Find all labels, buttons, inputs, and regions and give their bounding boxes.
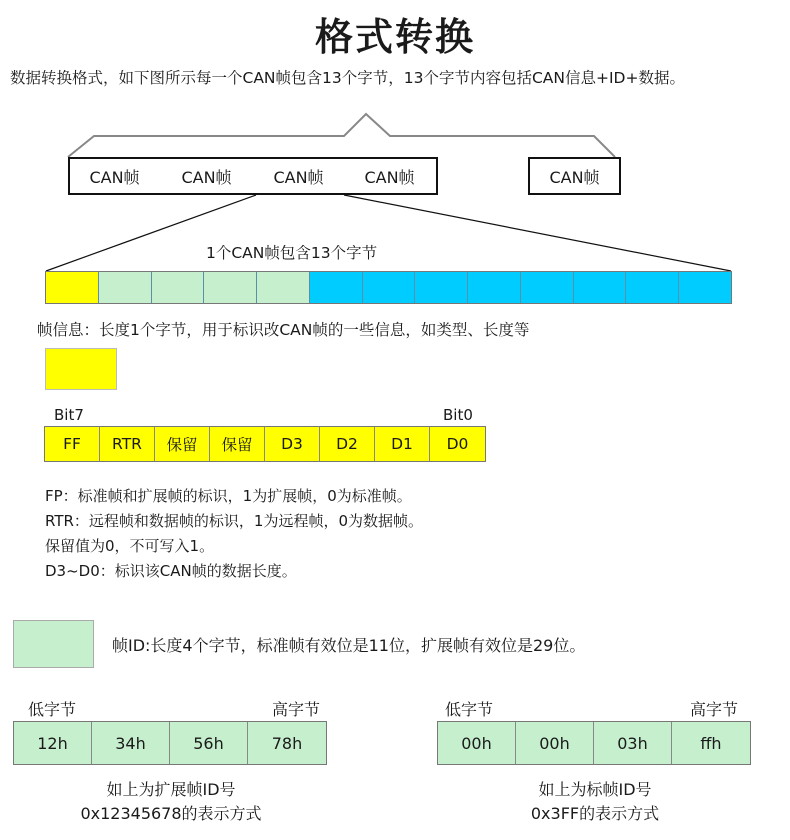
ext-id-caption-line2: 0x12345678的表示方式	[80, 804, 262, 823]
bit-desc-line: FP：标准帧和扩展帧的标识，1为扩展帧，0为标准帧。	[45, 487, 412, 505]
ext-low-byte-label: 低字节	[28, 700, 77, 719]
id-byte-cell: 78h	[271, 733, 303, 753]
frame-bytes-label: 1个CAN帧包含13个字节	[206, 244, 378, 262]
data-byte	[310, 272, 363, 303]
std-id-caption-line1: 如上为标帧ID号	[538, 780, 652, 799]
ext-id-caption-line1: 如上为扩展帧ID号	[106, 780, 236, 799]
frame-info-desc: 帧信息：长度1个字节，用于标识改CAN帧的一些信息，如类型、长度等	[37, 321, 530, 339]
data-byte	[415, 272, 468, 303]
data-byte	[574, 272, 627, 303]
bit-desc-line: RTR：远程帧和数据帧的标识，1为远程帧，0为数据帧。	[45, 512, 424, 530]
data-byte	[468, 272, 521, 303]
bit-cell: D0	[446, 435, 469, 453]
brace-line	[68, 114, 615, 157]
can-frame-box: CAN帧	[254, 157, 345, 195]
id-byte-cell: 12h	[14, 722, 92, 764]
info-byte	[46, 272, 99, 303]
id-byte	[204, 272, 257, 303]
can-frame-box: CAN帧	[68, 157, 161, 195]
bit0-label: Bit0	[443, 406, 473, 424]
id-byte-cell: 56h	[170, 722, 248, 764]
zoom-line-right	[344, 195, 731, 271]
bit-cell: D1	[375, 427, 430, 461]
data-byte	[363, 272, 416, 303]
frame-id-desc: 帧ID:长度4个字节，标准帧有效位是11位，扩展帧有效位是29位。	[112, 636, 586, 655]
bit-cell: RTR	[100, 427, 155, 461]
ext-id-caption	[13, 778, 329, 826]
id-byte	[257, 272, 310, 303]
can-frame-box: CAN帧	[343, 157, 438, 195]
ext-high-byte-label: 高字节	[272, 700, 321, 719]
frame-info-swatch	[45, 348, 117, 390]
id-byte-cell: 00h	[516, 722, 594, 764]
id-byte-cell: 00h	[438, 722, 516, 764]
bit-cell: D2	[320, 427, 375, 461]
bit-cell: D3	[265, 427, 320, 461]
bit-desc-line: 保留值为0，不可写入1。	[45, 537, 215, 555]
ext-id-row	[13, 721, 327, 765]
can-frame-box: CAN帧	[159, 157, 256, 195]
bit-row	[44, 426, 486, 462]
bit-cell: FF	[45, 427, 100, 461]
page-title: 格式转换	[314, 15, 475, 59]
intro-text: 数据转换格式，如下图所示每一个CAN帧包含13个字节，13个字节内容包括CAN信息+ID+数据。	[10, 69, 685, 87]
std-low-byte-label: 低字节	[445, 700, 494, 719]
id-byte-cell: 03h	[594, 722, 672, 764]
frame-id-swatch	[13, 620, 94, 668]
std-high-byte-label: 高字节	[690, 700, 739, 719]
bit-cell: 保留	[210, 427, 265, 461]
bit-desc-line: D3~D0：标识该CAN帧的数据长度。	[45, 562, 297, 580]
data-byte	[679, 272, 731, 303]
std-id-row	[437, 721, 751, 765]
id-byte-cell: ffh	[700, 733, 722, 753]
std-id-caption	[437, 778, 753, 826]
std-id-caption-line2: 0x3FF的表示方式	[530, 804, 660, 823]
id-byte-cell: 34h	[92, 722, 170, 764]
can-frame-box: CAN帧	[528, 157, 621, 195]
bit-cell: 保留	[155, 427, 210, 461]
data-byte	[521, 272, 574, 303]
id-byte	[152, 272, 205, 303]
id-byte	[99, 272, 152, 303]
bit7-label: Bit7	[54, 406, 84, 424]
data-byte	[626, 272, 679, 303]
byte-row	[45, 271, 732, 304]
